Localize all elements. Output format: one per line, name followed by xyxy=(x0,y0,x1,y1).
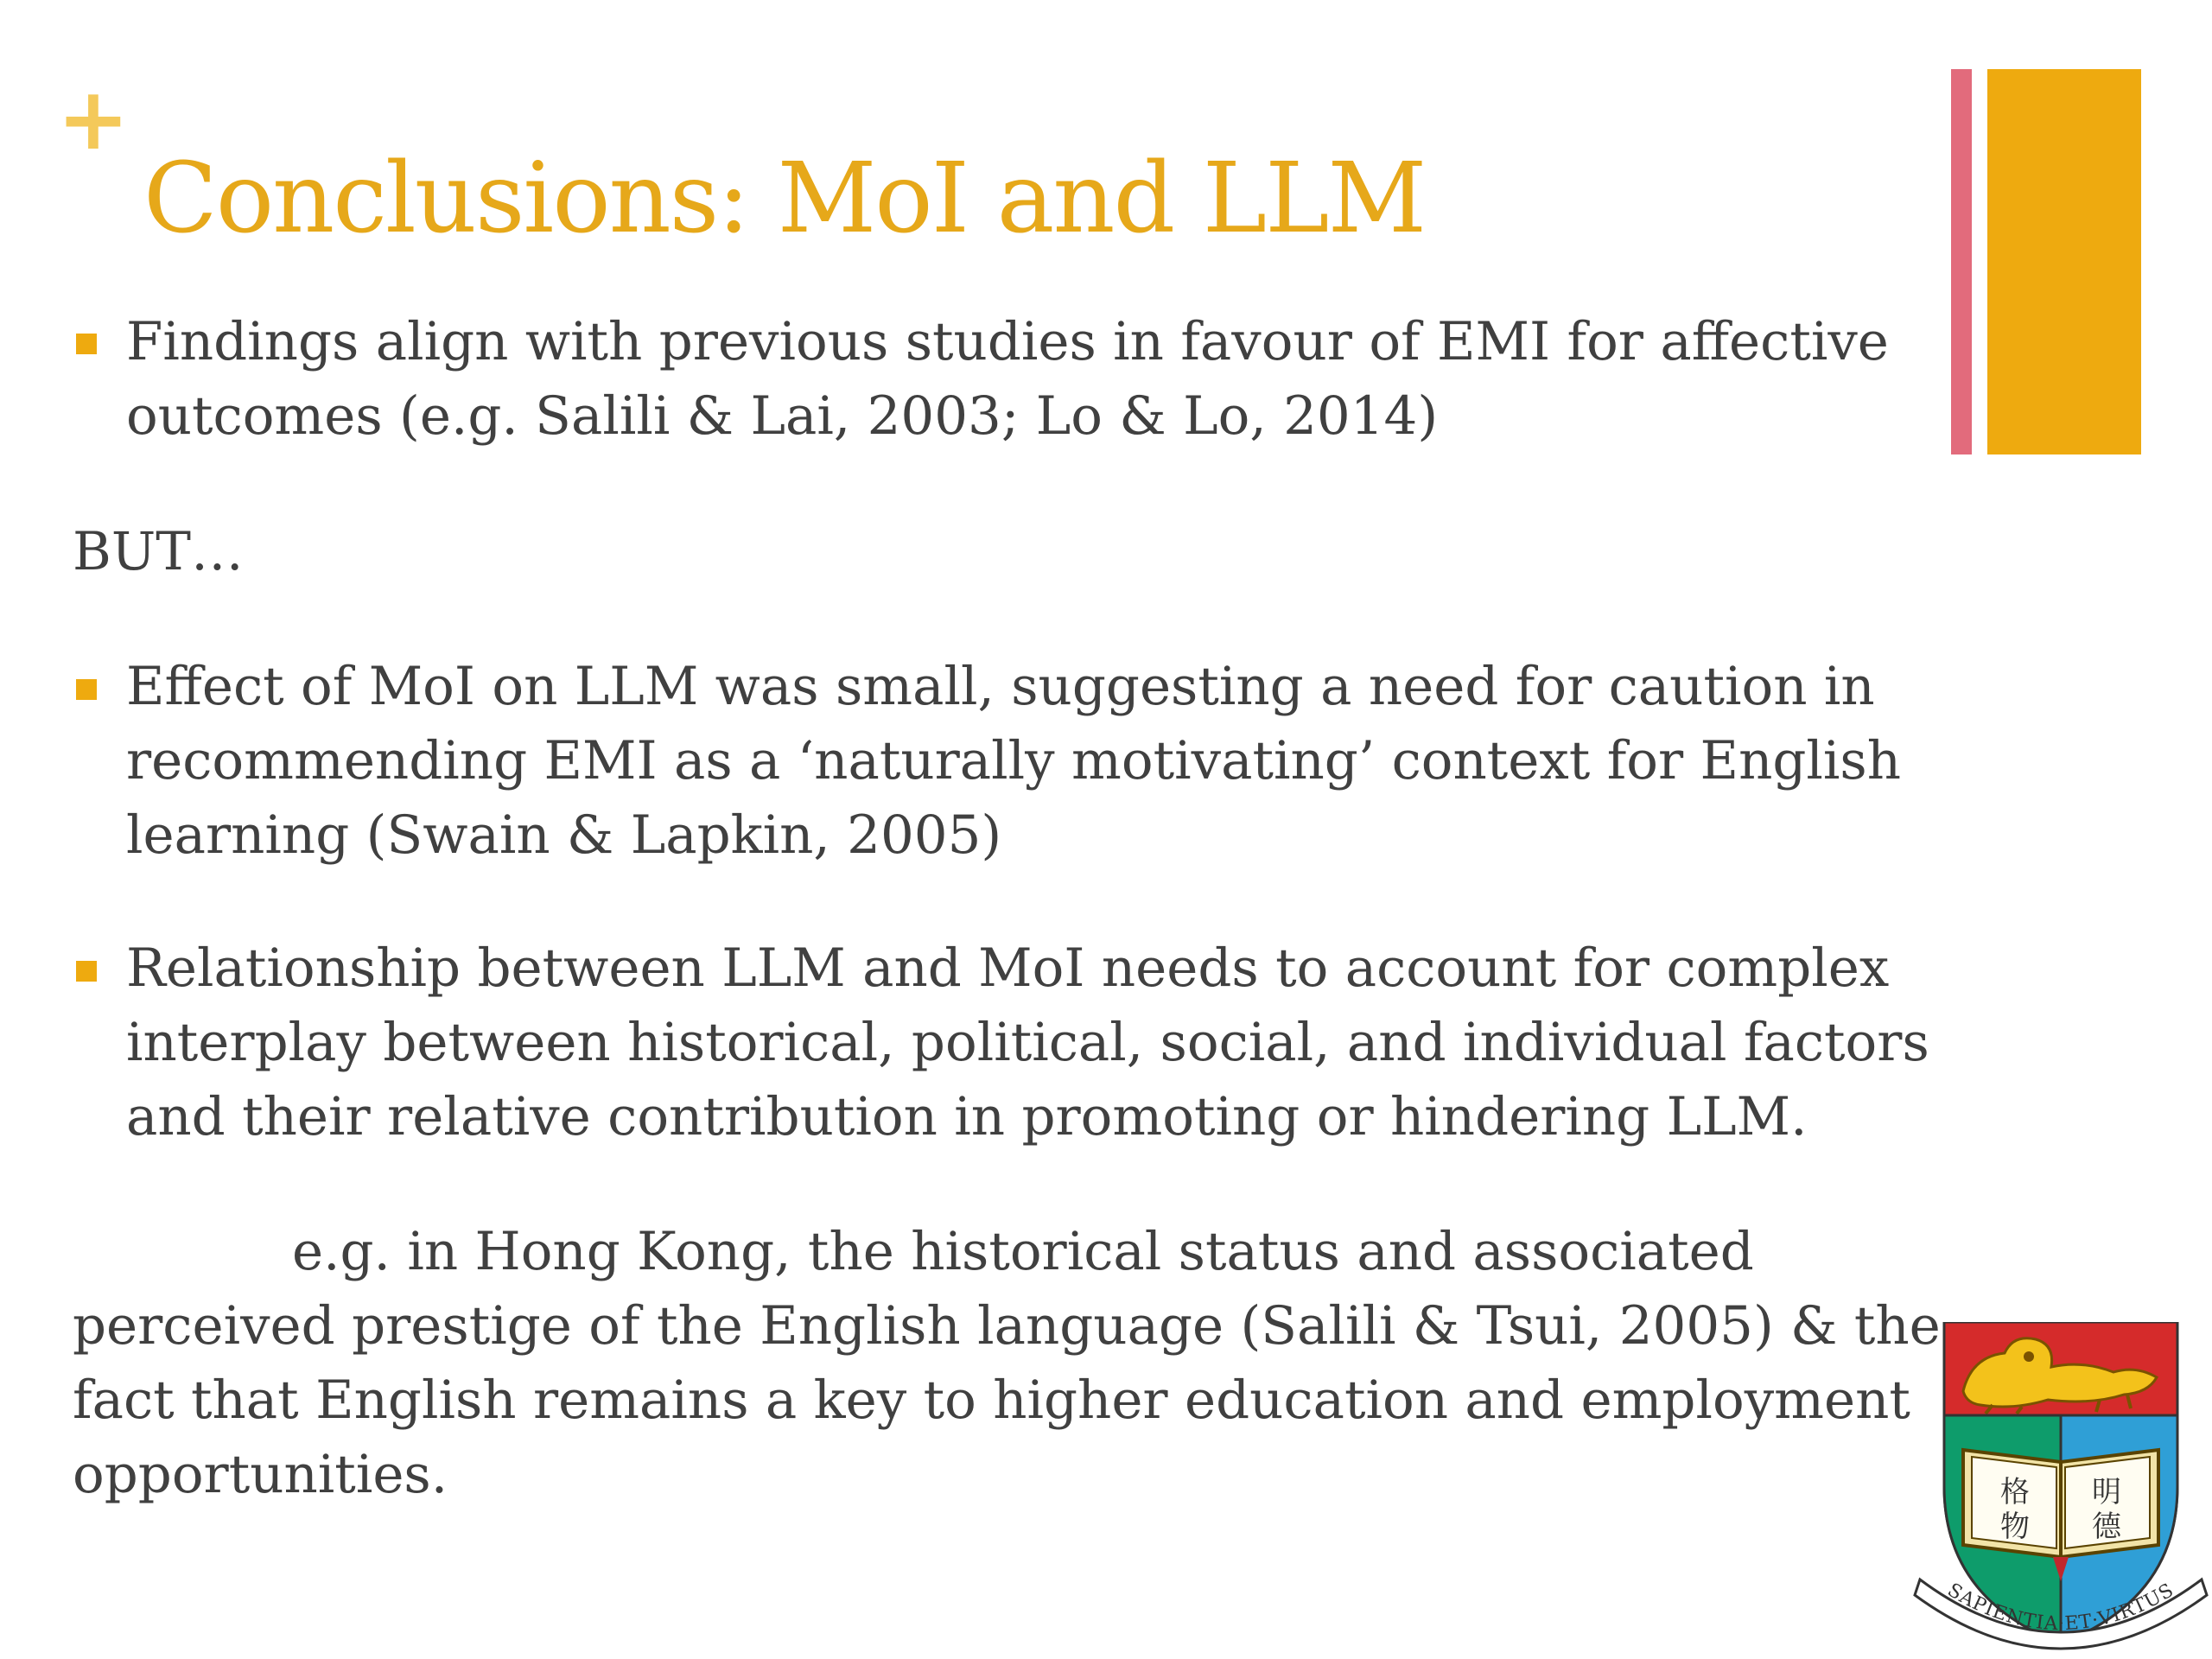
but-text: BUT… xyxy=(73,521,244,582)
accent-bar-pink xyxy=(1951,69,1972,454)
plus-icon: + xyxy=(57,68,130,169)
crest-char-4: 德 xyxy=(2092,1510,2121,1544)
accent-bar-gold xyxy=(1987,69,2141,454)
bullet2-line1: Effect of MoI on LLM was small, suggesting a need for caution in xyxy=(126,656,1875,717)
example-line2: perceived prestige of the English language (Salili & Tsui, 2005) & the xyxy=(73,1295,1941,1357)
crest-char-2: 明 xyxy=(2092,1475,2121,1510)
bullet-square-icon xyxy=(76,679,97,700)
slide-title: Conclusions: MoI and LLM xyxy=(143,143,1426,255)
bullet-square-icon xyxy=(76,334,97,354)
crest-char-3: 物 xyxy=(2000,1510,2030,1544)
example-line3: fact that English remains a key to higher education and employment xyxy=(73,1370,1910,1431)
university-crest-logo xyxy=(1910,1322,2212,1659)
bullet3-line3: and their relative contribution in promoting or hindering LLM. xyxy=(126,1086,1808,1147)
bullet2-line3: learning (Swain & Lapkin, 2005) xyxy=(126,804,1002,866)
bullet3-line2: interplay between historical, political, social, and individual factors xyxy=(126,1012,1929,1073)
bullet-square-icon xyxy=(76,961,97,982)
example-line1: e.g. in Hong Kong, the historical status and associated xyxy=(292,1221,1754,1282)
crest-char-1: 格 xyxy=(2000,1475,2030,1510)
bullet1-line1: Findings align with previous studies in favour of EMI for affective xyxy=(126,311,1889,372)
example-line4: opportunities. xyxy=(73,1444,448,1505)
bullet2-line2: recommending EMI as a ‘naturally motivating’ context for English xyxy=(126,730,1902,791)
bullet3-line1: Relationship between LLM and MoI needs to account for complex xyxy=(126,938,1890,999)
bullet1-line2: outcomes (e.g. Salili & Lai, 2003; Lo & Lo, 2014) xyxy=(126,385,1439,447)
crest-motto: SAPIENTIA·ET·VIRTUS xyxy=(1943,1579,2178,1636)
